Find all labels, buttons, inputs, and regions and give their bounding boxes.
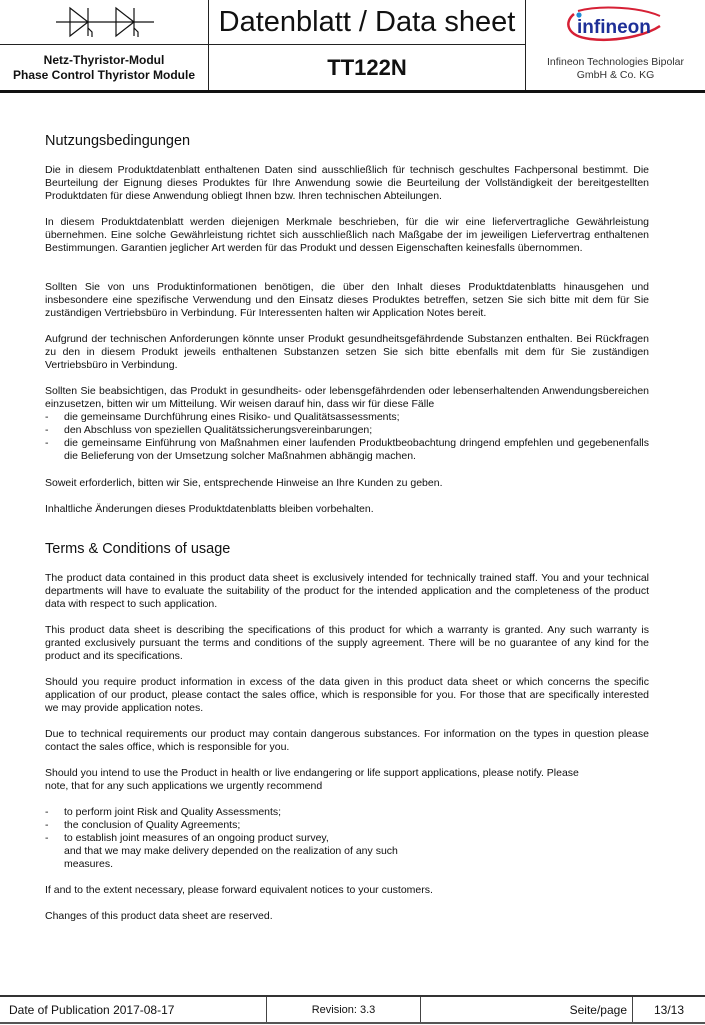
- paragraph: This product data sheet is describing the specifications of this product for which a warranty is granted. Any such warranty is granted exclusively pursuant the terms and conditions of the supply agreement. There will be no guarantee of any kind for the product and its specifications.: [45, 624, 649, 662]
- paragraph: In diesem Produktdatenblatt werden diejenigen Merkmale beschrieben, für die wir eine liefervertragliche Gewährleistung übernehmen. Eine solche Gewährleistung richtet sich ausschließlich nach Maßgabe der im jeweiligen Liefervertrag enthaltenen Bestimmungen. Garantien jeglicher Art werden für das Produkt und dessen Eigenschaften keinesfalls übernommen.: [45, 216, 649, 254]
- paragraph: Changes of this product data sheet are reserved.: [45, 910, 273, 922]
- paragraph: If and to the extent necessary, please forward equivalent notices to your customers.: [45, 884, 433, 896]
- dual-thyristor-symbol-icon: [50, 2, 160, 40]
- svg-text:infineon: infineon: [577, 17, 651, 38]
- infineon-logo-icon: [560, 6, 670, 44]
- list-item: - the conclusion of Quality Agreements;: [45, 819, 241, 831]
- list-item: - den Abschluss von speziellen Qualitätssicherungsvereinbarungen;: [45, 424, 373, 436]
- header-rule: [0, 90, 705, 93]
- paragraph: Soweit erforderlich, bitten wir Sie, entsprechende Hinweise an Ihre Kunden zu geben.: [45, 477, 443, 489]
- part-number: TT122N: [327, 54, 407, 80]
- publication-date: Date of Publication 2017-08-17: [9, 1002, 175, 1017]
- paragraph: Due to technical requirements our product may contain dangerous substances. For information on the types in question please contact the sales office, which is responsible for you.: [45, 728, 649, 753]
- paragraph: Should you require product information in excess of the data given in this product data sheet or which concerns the specific application of our product, please contact the sales office, which is responsible for you. For those that are specifically interested we may provide application notes.: [45, 676, 649, 714]
- german-recommendation-list: [45, 411, 649, 463]
- document-title: Datenblatt / Data sheet: [218, 5, 516, 38]
- list-item: - die gemeinsame Durchführung eines Risiko- und Qualitätsassessments;: [45, 411, 400, 423]
- list-item: - to perform joint Risk and Quality Assessments;: [45, 806, 282, 818]
- section-heading-german: Nutzungsbedingungen: [45, 133, 191, 149]
- product-type-german: Netz-Thyristor-Modul: [43, 53, 165, 67]
- page-label: Seite/page: [569, 1002, 627, 1017]
- revision: Revision: 3.3: [311, 1003, 376, 1016]
- paragraph: The product data contained in this product data sheet is exclusively intended for technically trained staff. You and your technical departments will have to evaluate the suitability of the product for the intended application and the completeness of the product data with respect to such application.: [45, 572, 649, 610]
- company-name-line1: Infineon Technologies Bipolar: [547, 56, 684, 68]
- product-type: [0, 46, 208, 90]
- datasheet-header: [0, 0, 705, 93]
- list-item: - die gemeinsame Einführung von Maßnahmen einer laufenden Produktbeobachtung dringend empfehlen und gegebenenfalls die Belieferung von der Umsetzung solcher Maßnahmen abhängig machen.: [45, 437, 649, 462]
- page-number: 13/13: [653, 1002, 685, 1017]
- paragraph: Die in diesem Produktdatenblatt enthaltenen Daten sind ausschließlich für technisch geschultes Fachpersonal bestimmt. Die Beurteilung der Eignung dieses Produktes für Ihre Anwendung sowie die Beurteilung der Vollständigkeit der bereitgestellten Produktdaten für diese Anwendung obliegt Ihnen bzw. Ihren technischen Abteilungen.: [45, 164, 649, 202]
- product-type-english: Phase Control Thyristor Module: [12, 68, 195, 82]
- company-name-line2: GmbH & Co. KG: [576, 69, 655, 81]
- footer-rule: [0, 1022, 705, 1024]
- section-heading-english: Terms & Conditions of usage: [45, 541, 231, 557]
- paragraph: Aufgrund der technischen Anforderungen könnte unser Produkt gesundheitsgefährdende Substanzen enthalten. Bei Rückfragen zu den in diesem Produkt jeweils enthaltenen Substanzen setzen Sie sich bitte ebenfalls mit dem für Sie zuständigen Vertriebsbüro in Verbindung.: [45, 333, 649, 371]
- paragraph: Should you intend to use the Product in health or live endangering or life support applications, please notify. Please note, that for any such applications we urgently recommend: [45, 767, 579, 792]
- list-item: - to establish joint measures of an ongoing product survey,: [45, 832, 329, 844]
- paragraph: Sollten Sie beabsichtigen, das Produkt in gesundheits- oder lebensgefährdenden oder lebenserhaltenden Anwendungsbereichen einzusetzen, bitten wir um Mitteilung. Wir weisen darauf hin, dass wir für diese Fälle: [45, 385, 649, 410]
- datasheet-footer: [0, 995, 705, 1025]
- paragraph: Sollten Sie von uns Produktinformationen benötigen, die über den Inhalt dieses Produktdatenblatts hinausgehen und insbesondere eine spezifische Verwendung und den Einsatz dieses Produktes betreffen, setzen Sie sich bitte mit dem für Sie zuständigen Vertriebsbüro in Verbindung. Für Interessenten halten wir Application Notes bereit.: [45, 281, 649, 319]
- list-item-continuation: and that we may make delivery depended on the realization of any such measures.: [64, 845, 398, 870]
- english-recommendation-list: [45, 806, 649, 845]
- paragraph: Inhaltliche Änderungen dieses Produktdatenblatts bleiben vorbehalten.: [45, 503, 374, 515]
- company-name: [526, 56, 705, 82]
